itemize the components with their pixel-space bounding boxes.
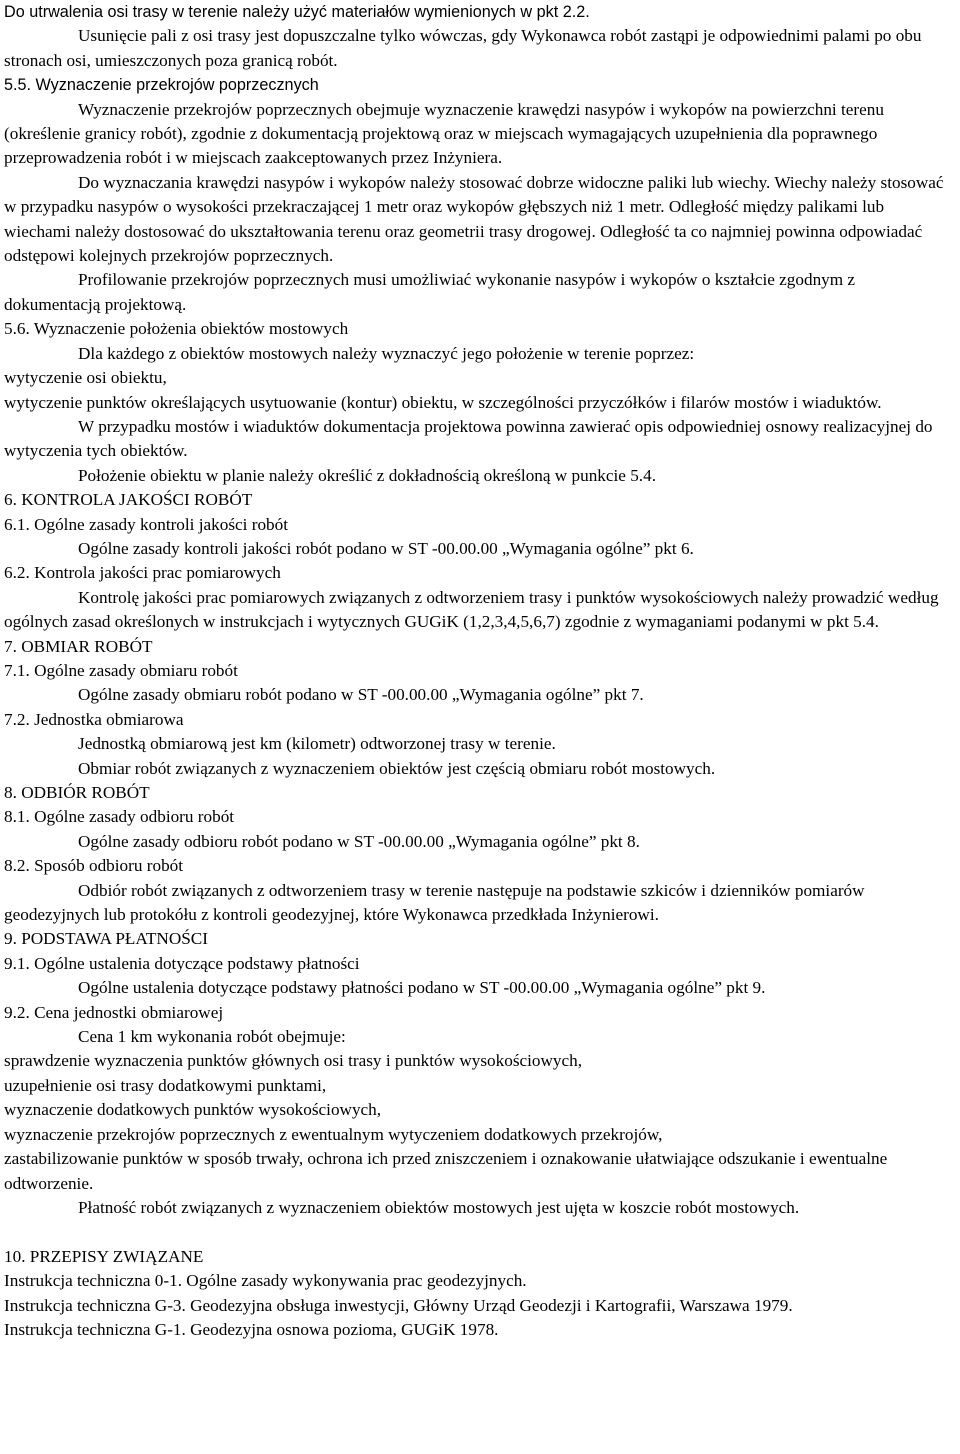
- section-heading: 7. OBMIAR ROBÓT: [4, 636, 153, 656]
- document-body: [4, 0, 952, 1342]
- section-heading: 10. PRZEPISY ZWIĄZANE: [4, 1246, 204, 1266]
- paragraph: Do wyznaczania krawędzi nasypów i wykopów należy stosować dobrze widoczne paliki lub wiechy. Wiechy należy stosować w przypadku nasypów o wysokości przekraczającej 1 metr oraz wykopów głębszych niż 1 metr. Odległość między palikami lub wiechami należy dostosować do ukształtowania terenu oraz geometrii trasy drogowej. Odległość ta co najmniej powinna odpowiadać odstępowi kolejnych przekrojów poprzecznych.: [4, 172, 944, 266]
- paragraph: Do utrwalenia osi trasy w terenie należy użyć materiałów wymienionych w pkt 2.2.: [4, 3, 590, 21]
- paragraph: Instrukcja techniczna G-1. Geodezyjna osnowa pozioma, GUGiK 1978.: [4, 1319, 499, 1339]
- paragraph: Dla każdego z obiektów mostowych należy wyznaczyć jego położenie w terenie poprzez:: [78, 343, 695, 363]
- paragraph: wytyczenie punktów określających usytuowanie (kontur) obiektu, w szczególności przyczółków i filarów mostów i wiaduktów.: [4, 392, 882, 412]
- paragraph: zastabilizowanie punktów w sposób trwały, ochrona ich przed zniszczeniem i oznakowanie ułatwiające odszukanie i ewentualne odtworzenie.: [4, 1149, 888, 1193]
- section-heading: 9. PODSTAWA PŁATNOŚCI: [4, 929, 208, 949]
- paragraph: Profilowanie przekrojów poprzecznych musi umożliwiać wykonanie nasypów i wykopów o kształcie zgodnym z dokumentacją projektową.: [4, 270, 856, 314]
- paragraph: Odbiór robót związanych z odtworzeniem trasy w terenie następuje na podstawie szkiców i dzienników pomiarów geodezyjnych lub protokółu z kontroli geodezyjnej, które Wykonawca przedkłada Inżynierowi.: [4, 880, 865, 925]
- paragraph: Wyznaczenie przekrojów poprzecznych obejmuje wyznaczenie krawędzi nasypów i wykopów na powierzchni terenu (określenie granicy robót), zgodnie z dokumentacją projektową oraz w miejscach wymagających uzupełnienia dla poprawnego przeprowadzenia robót i w miejscach zaakceptowanych przez Inżyniera.: [4, 99, 884, 168]
- paragraph: Instrukcja techniczna G-3. Geodezyjna obsługa inwestycji, Główny Urząd Geodezji i Kartografii, Warszawa 1979.: [4, 1295, 793, 1315]
- section-heading: 5.6. Wyznaczenie położenia obiektów mostowych: [4, 319, 349, 339]
- paragraph: Kontrolę jakości prac pomiarowych związanych z odtworzeniem trasy i punktów wysokościowych należy prowadzić według ogólnych zasad określonych w instrukcjach i wytycznych GUGiK (1,2,3,4,5,6,7) zgodnie z wymaganiami podanymi w pkt 5.4.: [4, 587, 939, 632]
- paragraph: Ogólne zasady obmiaru robót podano w ST -00.00.00 „Wymagania ogólne” pkt 7.: [78, 685, 644, 705]
- paragraph: W przypadku mostów i wiaduktów dokumentacja projektowa powinna zawierać opis odpowiedniej osnowy realizacyjnej do wytyczenia tych obiektów.: [4, 416, 933, 461]
- paragraph: sprawdzenie wyznaczenia punktów głównych osi trasy i punktów wysokościowych,: [4, 1051, 583, 1071]
- paragraph: Jednostką obmiarową jest km (kilometr) odtworzonej trasy w terenie.: [78, 734, 556, 754]
- section-heading: 8.1. Ogólne zasady odbioru robót: [4, 807, 235, 827]
- paragraph: wyznaczenie przekrojów poprzecznych z ewentualnym wytyczeniem dodatkowych przekrojów,: [4, 1124, 663, 1144]
- section-heading: 6. KONTROLA JAKOŚCI ROBÓT: [4, 490, 253, 510]
- paragraph: Instrukcja techniczna 0-1. Ogólne zasady wykonywania prac geodezyjnych.: [4, 1271, 527, 1291]
- paragraph: wyznaczenie dodatkowych punktów wysokościowych,: [4, 1100, 382, 1120]
- paragraph: Położenie obiektu w planie należy określić z dokładnością określoną w punkcie 5.4.: [78, 465, 656, 485]
- section-heading: 6.2. Kontrola jakości prac pomiarowych: [4, 563, 281, 583]
- paragraph: Cena 1 km wykonania robót obejmuje:: [78, 1027, 346, 1047]
- paragraph: Ogólne zasady kontroli jakości robót podano w ST -00.00.00 „Wymagania ogólne” pkt 6.: [78, 538, 694, 558]
- paragraph: Płatność robót związanych z wyznaczeniem obiektów mostowych jest ujęta w koszcie robót mostowych.: [78, 1197, 800, 1217]
- section-heading: 7.2. Jednostka obmiarowa: [4, 709, 184, 729]
- paragraph: wytyczenie osi obiektu,: [4, 368, 167, 388]
- section-heading: 8.2. Sposób odbioru robót: [4, 856, 184, 876]
- paragraph: Obmiar robót związanych z wyznaczeniem obiektów jest częścią obmiaru robót mostowych.: [78, 758, 716, 778]
- paragraph: Ogólne ustalenia dotyczące podstawy płatności podano w ST -00.00.00 „Wymagania ogólne” pkt 9.: [78, 978, 766, 998]
- paragraph: Usunięcie pali z osi trasy jest dopuszczalne tylko wówczas, gdy Wykonawca robót zastąpi je odpowiednimi palami po obu stronach osi, umieszczonych poza granicą robót.: [4, 26, 922, 70]
- section-heading: 5.5. Wyznaczenie przekrojów poprzecznych: [4, 76, 319, 95]
- paragraph: uzupełnienie osi trasy dodatkowymi punktami,: [4, 1075, 327, 1095]
- paragraph: Ogólne zasady odbioru robót podano w ST -00.00.00 „Wymagania ogólne” pkt 8.: [78, 831, 640, 851]
- section-heading: 8. ODBIÓR ROBÓT: [4, 783, 150, 802]
- blank-line: [4, 1220, 952, 1244]
- section-heading: 9.2. Cena jednostki obmiarowej: [4, 1002, 224, 1022]
- section-heading: 7.1. Ogólne zasady obmiaru robót: [4, 660, 238, 680]
- section-heading: 6.1. Ogólne zasady kontroli jakości robót: [4, 514, 289, 534]
- section-heading: 9.1. Ogólne ustalenia dotyczące podstawy płatności: [4, 953, 360, 973]
